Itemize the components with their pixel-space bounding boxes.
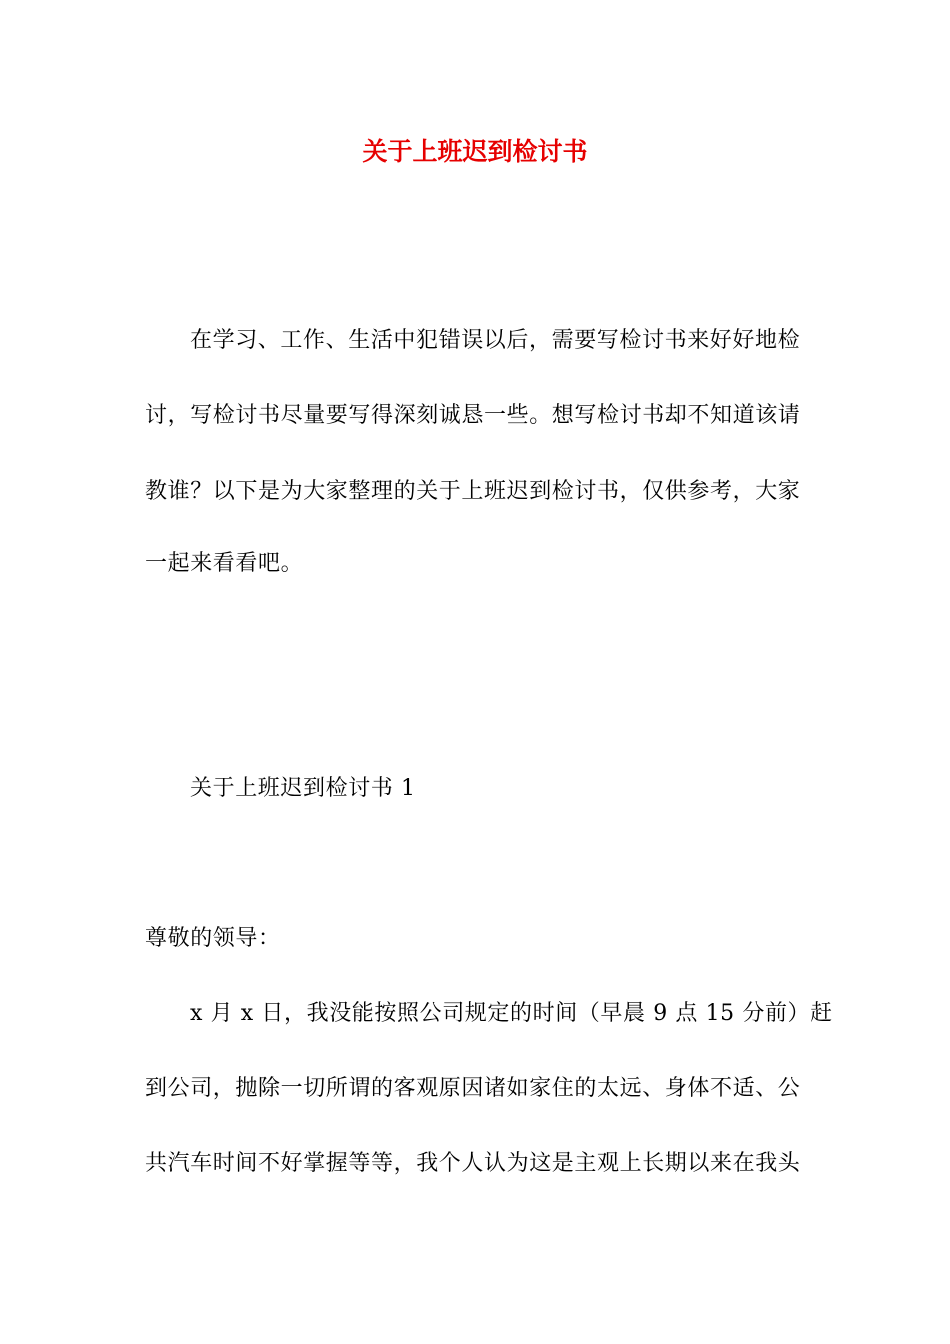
intro-line: 讨，写检讨书尽量要写得深刻诚恳一些。想写检讨书却不知道该请: [145, 403, 801, 428]
document-title: 关于上班迟到检讨书: [362, 137, 588, 166]
intro-line: 一起来看看吧。: [145, 551, 304, 576]
body-line: 到公司，抛除一切所谓的客观原因诸如家住的太远、身体不适、公: [145, 1076, 801, 1101]
body-line: 共汽车时间不好掌握等等，我个人认为这是主观上长期以来在我头: [145, 1151, 801, 1176]
salutation: 尊敬的领导：: [145, 926, 281, 951]
intro-line: 教谁？以下是为大家整理的关于上班迟到检讨书，仅供参考，大家: [145, 479, 801, 504]
section-heading: 关于上班迟到检讨书 1: [190, 776, 416, 801]
body-line: x 月 x 日，我没能按照公司规定的时间（早晨 9 点 15 分前）赶: [190, 1001, 833, 1026]
intro-line: 在学习、工作、生活中犯错误以后，需要写检讨书来好好地检: [190, 328, 801, 353]
